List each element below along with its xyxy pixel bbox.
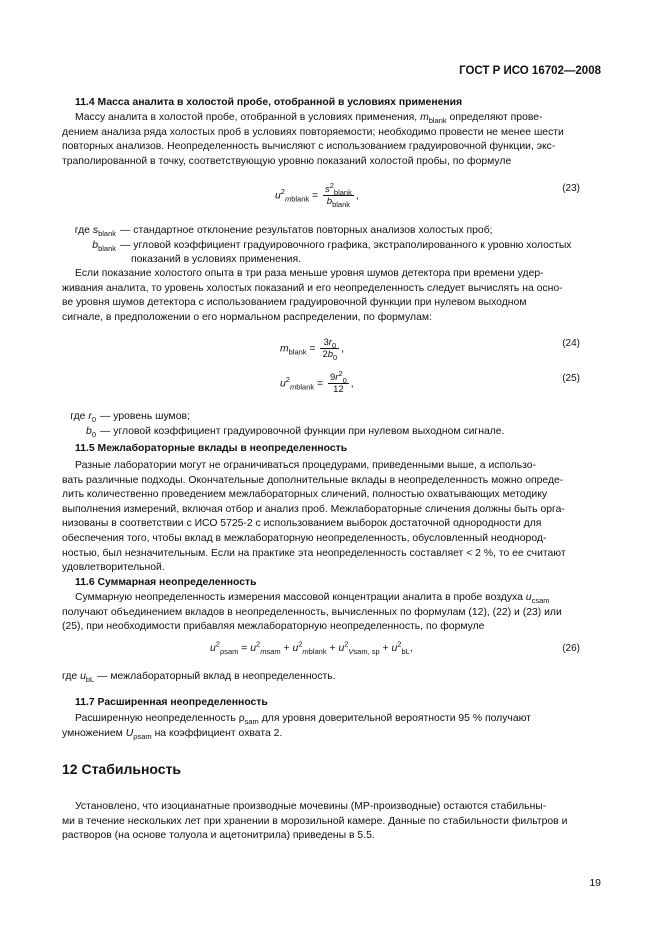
text-line: дением анализа ряда холостых проб в условиях повторяемости; необходимо провести не менее шести (62, 126, 564, 138)
definition-text: — стандартное отклонение результатов повторных анализов холостых проб; (120, 225, 493, 236)
text-line: выполнения измерений, включая отбор и анализ проб. Межлабораторные сличения должны быть орга- (62, 503, 565, 515)
text-line: траполированной в точку, соответствующую уровню показаний холостой пробы, по формуле (62, 155, 512, 167)
formula-26: $u^2_{\rho sam} = u^2_{msam} + u^2_{mblank} + u^2_{Vsam, sp} + u^2_{bL}$, (26) (210, 639, 580, 657)
section-11-4-heading: 11.4 Масса аналита в холостой пробе, отобранной в условиях применения (75, 97, 463, 108)
section-11-7-heading: 11.7 Расширенная неопределенность (75, 697, 268, 708)
text-line: получают объединением вкладов в неопределенность, вычисленных по формулам (12), (22) и (23) или (62, 606, 562, 618)
definition-text: — межлабораторный вклад в неопределенность. (97, 671, 336, 682)
definition-text: — уровень шумов; (100, 411, 190, 422)
formula-25: $u^2_{mblank}$ = $\frac{9r^2_0}{12}$ , (25) (280, 368, 580, 395)
section-11-4-paragraph-1 (62, 111, 582, 169)
text-line: Разные лаборатории могут не ограничиваться процедурами, приведенными выше, а использо- (75, 460, 537, 471)
section-12-heading: 12 Стабильность (62, 761, 182, 777)
equation-number: (24) (562, 338, 580, 349)
text-line: низованы в соответствии с ИСО 5725-2 с использованием выборок достаточной однородности для (62, 518, 542, 530)
section-11-4-paragraph-2 (62, 267, 582, 325)
equation-number: (23) (562, 183, 580, 194)
text-line: умножением $U_{\rho sam}$ на коэффициент охвата 2. (62, 727, 283, 741)
text-line: вать различные подходы. Окончательные дополнительные вклады в неопределенность можно опреде- (62, 474, 564, 486)
text-line: удовлетворительной. (62, 562, 165, 574)
equation-number: (26) (562, 643, 580, 654)
equation-number: (25) (562, 373, 580, 384)
text-line: живания аналита, то уровень холостых показаний и его неопределенность следует вычислять на осно- (62, 282, 563, 294)
formula-24: $m_{blank}$ = $\frac{3r_0}{2b_0}$ , (24) (280, 337, 580, 362)
where-list-2: где $r_0$ — уровень шумов; $b_0$ — угловой коэффициент градуировочной функции при нулевом выходном сигнале. (50, 410, 570, 439)
where-list-1: где $s_{blank}$ — стандартное отклонение результатов повторных анализов холостых проб; $b_{blank}$ — угловой коэффициент градуировочного графика, экстраполированного к уровню холостых показаний в условиях применения. (62, 224, 582, 268)
text-line: ве уровня шумов детектора с использованием градуировочной функции при нулевом выходном (62, 297, 527, 309)
standard-code: ГОСТ Р ИСО 16702—2008 (459, 65, 601, 77)
text-line: растворов (на основе толуола и ацетонитрила) приведены в 5.5. (62, 830, 375, 842)
where-list-3: где $u_{bL}$ — межлабораторный вклад в неопределенность. (62, 671, 336, 685)
section-11-5-heading: 11.5 Межлабораторные вклады в неопределенность (75, 443, 348, 454)
text-line: ми в течение нескольких лет при хранении в морозильной камере. Данные по стабильности фильтров и (62, 815, 568, 827)
text-line: Если показание холостого опыта в три раза меньше уровня шумов детектора при времени удер- (75, 268, 544, 279)
text-line: обеспечения того, чтобы вклад в межлабораторную неопределенность, обусловленный неоднород- (62, 532, 547, 544)
section-11-6-heading: 11.6 Суммарная неопределенность (75, 577, 257, 588)
text-line: Массу аналита в холостой пробе, отобранной в условиях применения, $m_{blank}$ определяют прове- (75, 112, 543, 126)
page-number: 19 (589, 877, 601, 889)
text-line: лить количественно проведением межлабораторных сличений, полностью охватывающих методику (62, 489, 548, 501)
text-line: (25), при необходимости прибавляя межлабораторную неопределенность, по формуле (62, 621, 485, 633)
text-line: Суммарную неопределенность измерения массовой концентрации аналита в пробе воздуха $u_{csam}$ (75, 592, 550, 606)
formula-23: $u^2_{mblank}$ = $\frac{s^2_{blank}}{b_{blank}}$ , (23) (275, 180, 580, 209)
text-line: Расширенную неопределенность $\rho_{sam}$ для уровня доверительной вероятности 95 % получают (75, 713, 531, 727)
text-line: ностью, был незначительным. Если на практике эта неопределенность составляет < 2 %, то ее считают (62, 547, 566, 559)
text-line: Установлено, что изоцианатные производные мочевины (МР-производные) остаются стабильны- (75, 801, 547, 812)
section-11-7-paragraph (62, 712, 582, 741)
section-11-6-paragraph (62, 591, 582, 635)
definition-text: — угловой коэффициент градуировочной функции при нулевом выходном сигнале. (100, 425, 505, 437)
text-line: сигнале, в предположении о его нормальном распределении, по формулам: (62, 311, 432, 323)
section-11-5-paragraph (62, 459, 582, 576)
definition-text: — угловой коэффициент градуировочного графика, экстраполированного к уровню холостых показаний в условиях применения. (120, 239, 572, 266)
section-12-paragraph (62, 800, 582, 844)
text-line: повторных анализов. Неопределенность вычисляют с использованием градуировочной функции, экс- (62, 141, 556, 153)
